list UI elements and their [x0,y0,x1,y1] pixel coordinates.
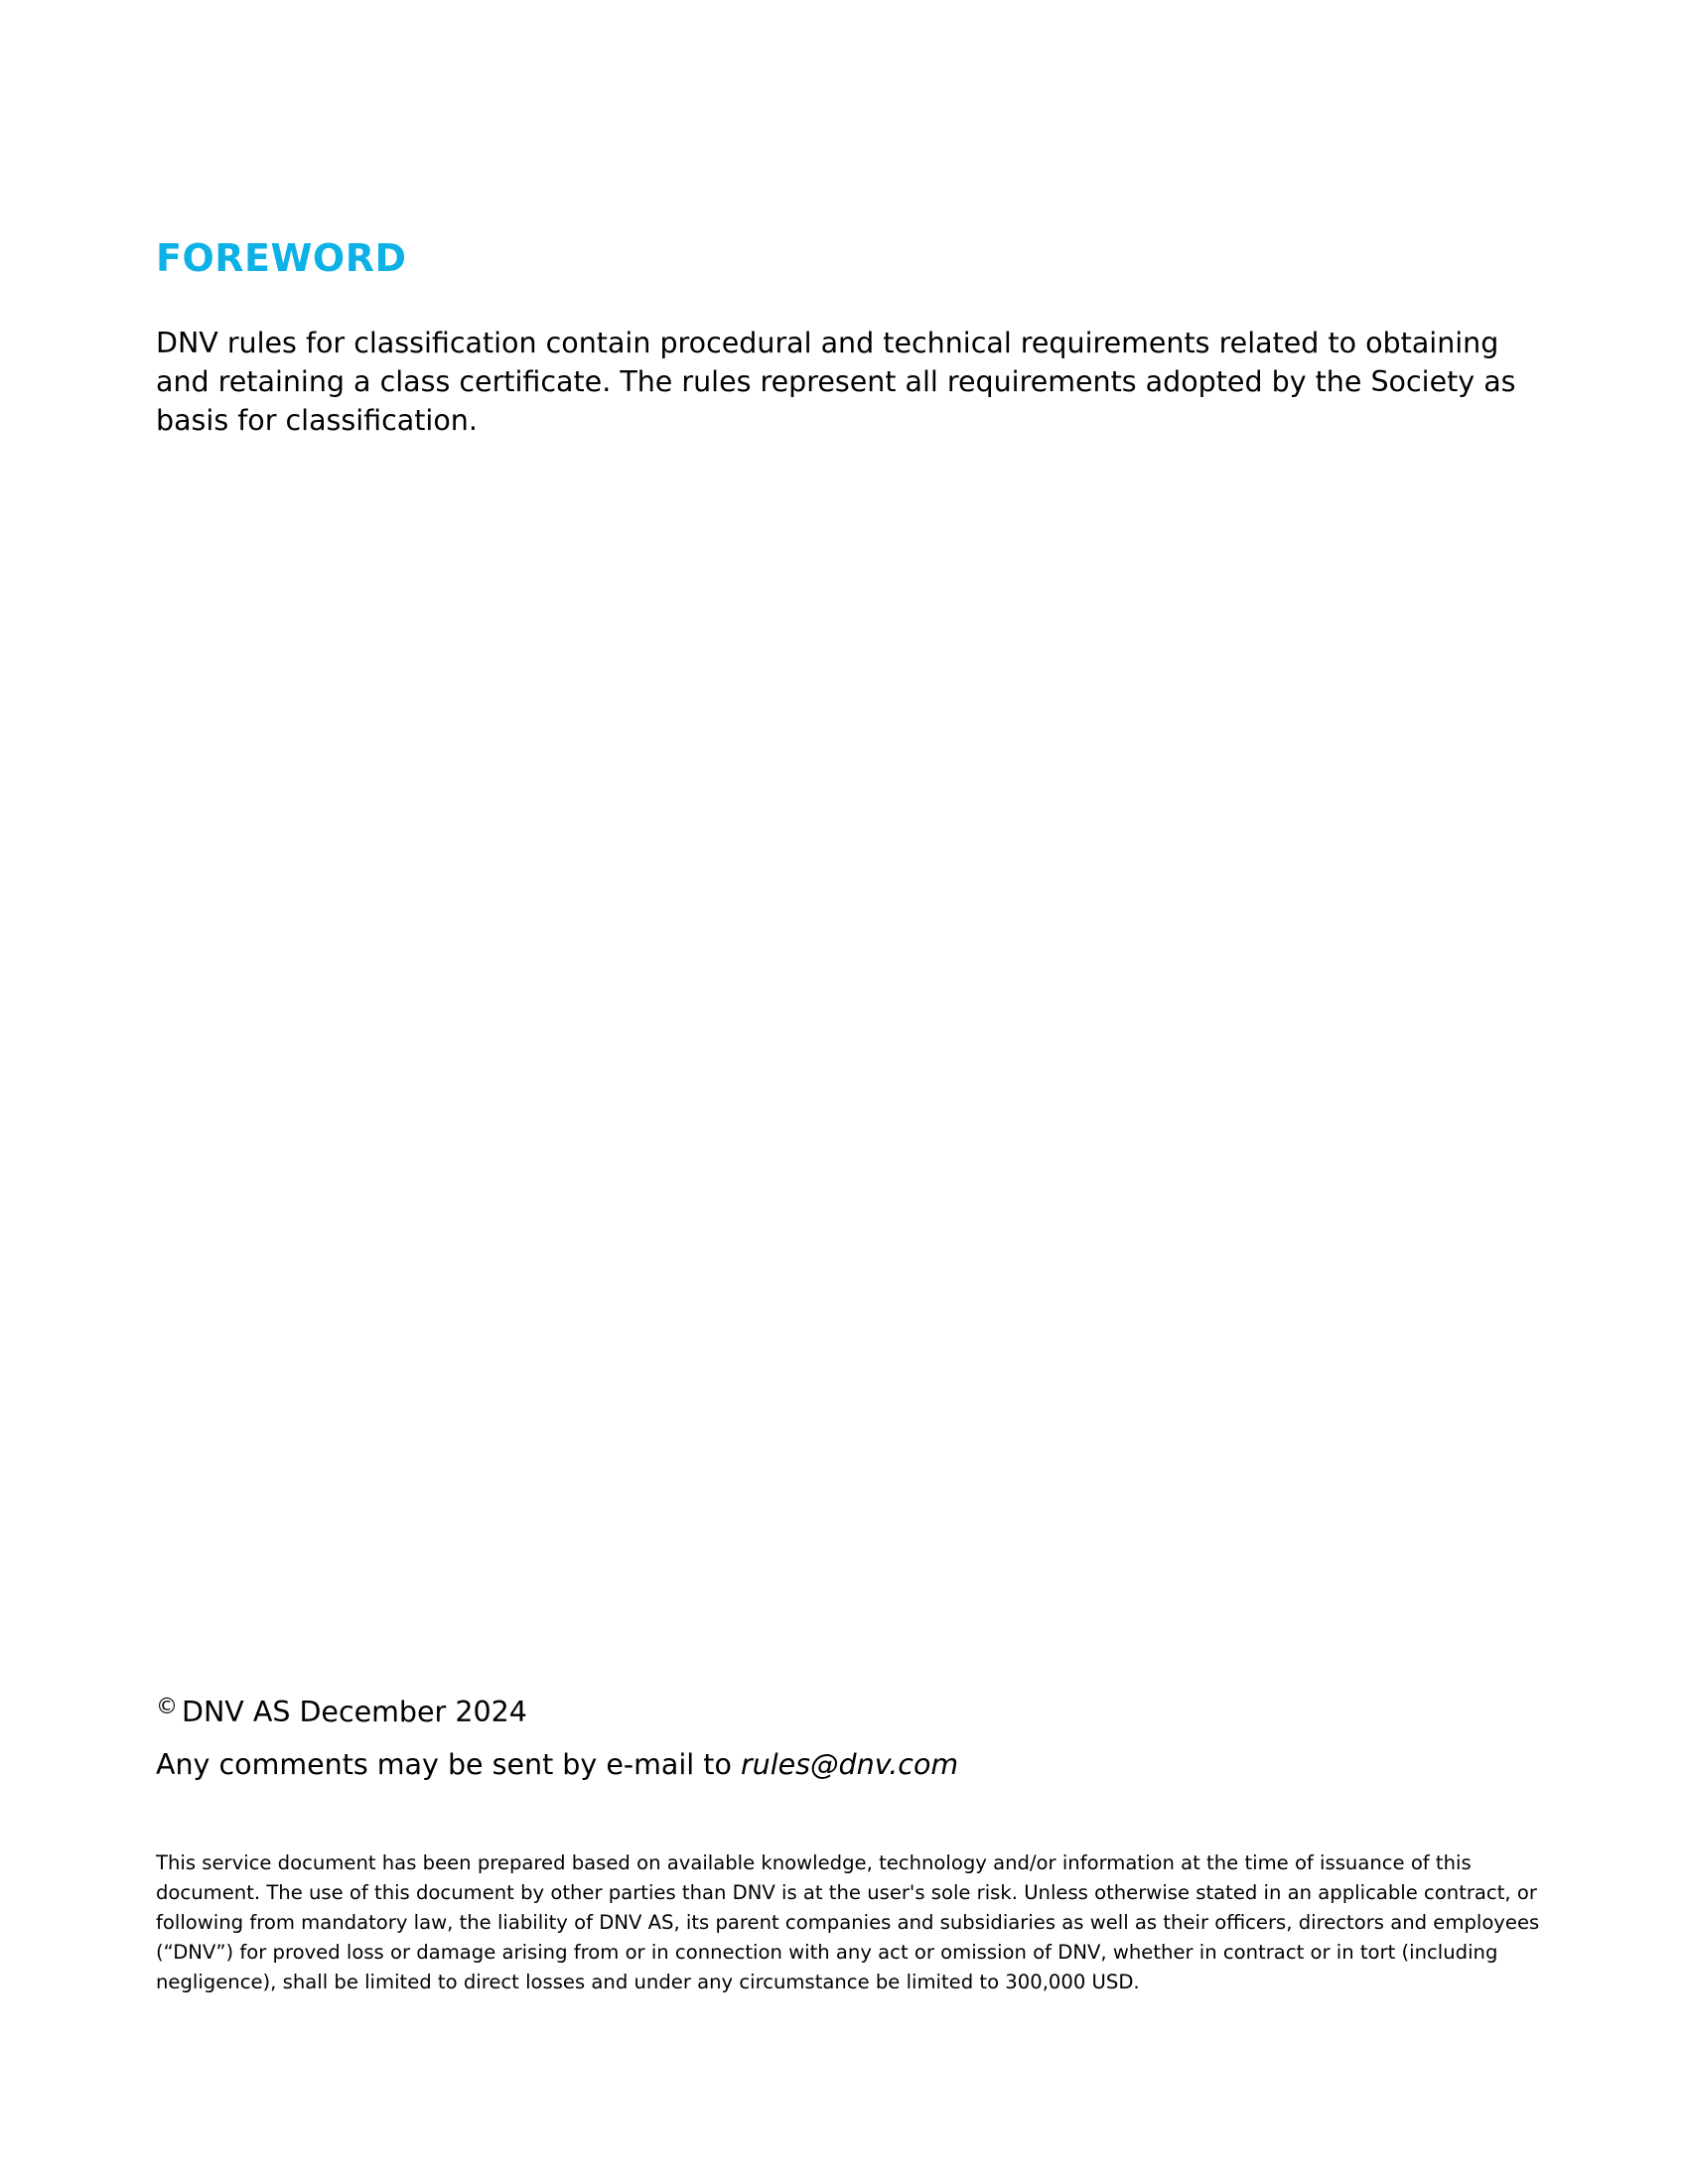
disclaimer-text: This service document has been prepared based on available knowledge, technology and/or information at the time of issuance of this document. The use of this document by other parties than DNV is at the user's sole risk. Unless otherwise stated in an applicable contract, or following from mandatory law, the liability of DNV AS, its parent companies and subsidiaries as well as their officers, directors and employees (“DNV”) for proved loss or damage arising from or in connection with any act or omission of DNV, whether in contract or in tort (including negligence), shall be limited to direct losses and under any circumstance be limited to 300,000 USD. [156,1851,1540,1993]
comments-prefix: Any comments may be sent by e-mail to [156,1748,732,1781]
comments-line [156,1745,958,1785]
comments-email-link[interactable]: rules@dnv.com [740,1748,959,1781]
copyright-line [156,1688,527,1732]
copyright-text: DNV AS December 2024 [182,1696,527,1728]
foreword-text: DNV rules for classification contain procedural and technical requirements related to obtaining and retaining a class certificate. The rules represent all requirements adopted by the Society as basis for classification. [156,327,1516,437]
foreword-heading: FOREWORD [156,236,407,280]
copyright-symbol: © [156,1695,178,1719]
